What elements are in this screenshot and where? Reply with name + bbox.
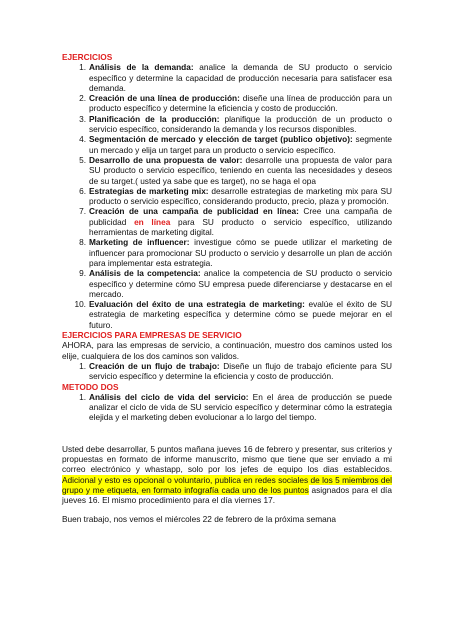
list-item: 5. Desarrollo de una propuesta de valor: desarrolle una propuesta de valor para SU producto o servicio específico, teniendo en cuenta las necesidades y deseos de su target.( usted ya sabe que es target), no se haga el opa [79, 154, 392, 186]
highlighted-text: Adicional y esto es opcional o voluntario, publica en redes sociales de los 5 miembros del grupo y me etiqueta, en formato infografía cada uno de los puntos [62, 474, 392, 495]
red-emphasis: en línea [134, 216, 171, 227]
spacer [62, 423, 392, 444]
servicio-intro: AHORA, para las empresas de servicio, a continuación, muestro dos caminos usted los elije, cualquiera de los dos caminos son validos. [62, 340, 392, 361]
spacer [62, 505, 392, 514]
list-item: 1. Creación de un flujo de trabajo: Diseñe un flujo de trabajo eficiente para SU servicio específico y determine la eficiencia y costo de producción. [79, 360, 392, 382]
list-item: 7. Creación de una campaña de publicidad en línea: Cree una campaña de publicidad en línea para SU producto o servicio específico, utilizando herramientas de marketing digital. [79, 206, 393, 238]
list-item: 9. Análisis de la competencia: analice la competencia de SU producto o servicio específico y determine cómo SU empresa puede diferenciarse y destacarse en el mercado. [79, 268, 392, 299]
farewell-paragraph: Buen trabajo, nos vemos el miércoles 22 de febrero de la próxima semana [62, 514, 336, 525]
section-title-ejercicios: EJERCICIOS [62, 52, 113, 62]
servicio-list [62, 361, 392, 382]
list-item: 2. Creación de una línea de producción: diseñe una línea de producción para un producto específico y determine la eficiencia y costo de producción. [79, 93, 392, 114]
section-title-metodo: METODO DOS [62, 381, 119, 392]
list-item: 3. Planificación de la producción: planifique la producción de un producto o servicio específico, considerando la demanda y los recursos disponibles. [79, 113, 392, 135]
document-page [62, 52, 392, 525]
metodo-list [62, 392, 392, 423]
list-item: 6. Estrategias de marketing mix: desarrolle estrategias de marketing mix para SU producto o servicio específico, considerando producto, precio, plaza y promoción. [79, 185, 392, 207]
list-item: 1. Análisis del ciclo de vida del servicio: En el área de producción se puede analizar el ciclo de vida de SU servicio específico y determinar cómo la estrategia elejida y el marketing deben evolucionar a lo largo del tiempo. [79, 391, 392, 423]
list-item: 10. Evaluación del éxito de una estrategia de marketing: evalúe el éxito de SU estrategia de marketing específica y determine cómo se puede mejorar en el futuro. [74, 299, 392, 330]
list-item: 8. Marketing de influencer: investigue cómo se puede utilizar el marketing de influencer para promocionar SU producto o servicio y desarrolle un plan de acción para implementar esta estrategia. [79, 237, 392, 268]
closing-paragraph: Usted debe desarrollar, 5 puntos mañana jueves 16 de febrero y presentar, sus criterios y propuestas en formato de informe manuscrito, mismo que tiene que ser enviado a mi correo electrónico y whastapp, solo por los jefes de equipo los dias establecidos. Adicional y esto es opcional o voluntario, publica en redes sociales de los 5 miembros del grupo y me etiqueta, en formato infografía cada uno de los puntos asignados para el día jueves 16. El mismo procedimiento para el día viernes 17. [62, 443, 392, 506]
list-item: 1. Análisis de la demanda: analice la demanda de SU producto o servicio específico y determine la capacidad de producción necesaria para satisfacer esa demanda. [79, 62, 392, 93]
ejercicios-list [62, 62, 392, 330]
list-item: 4. Segmentación de mercado y elección de target (publico objetivo): segmente un mercado y elija un target para un producto o servicio específico. [79, 134, 392, 155]
section-title-servicio: EJERCICIOS PARA EMPRESAS DE SERVICIO [62, 330, 242, 341]
